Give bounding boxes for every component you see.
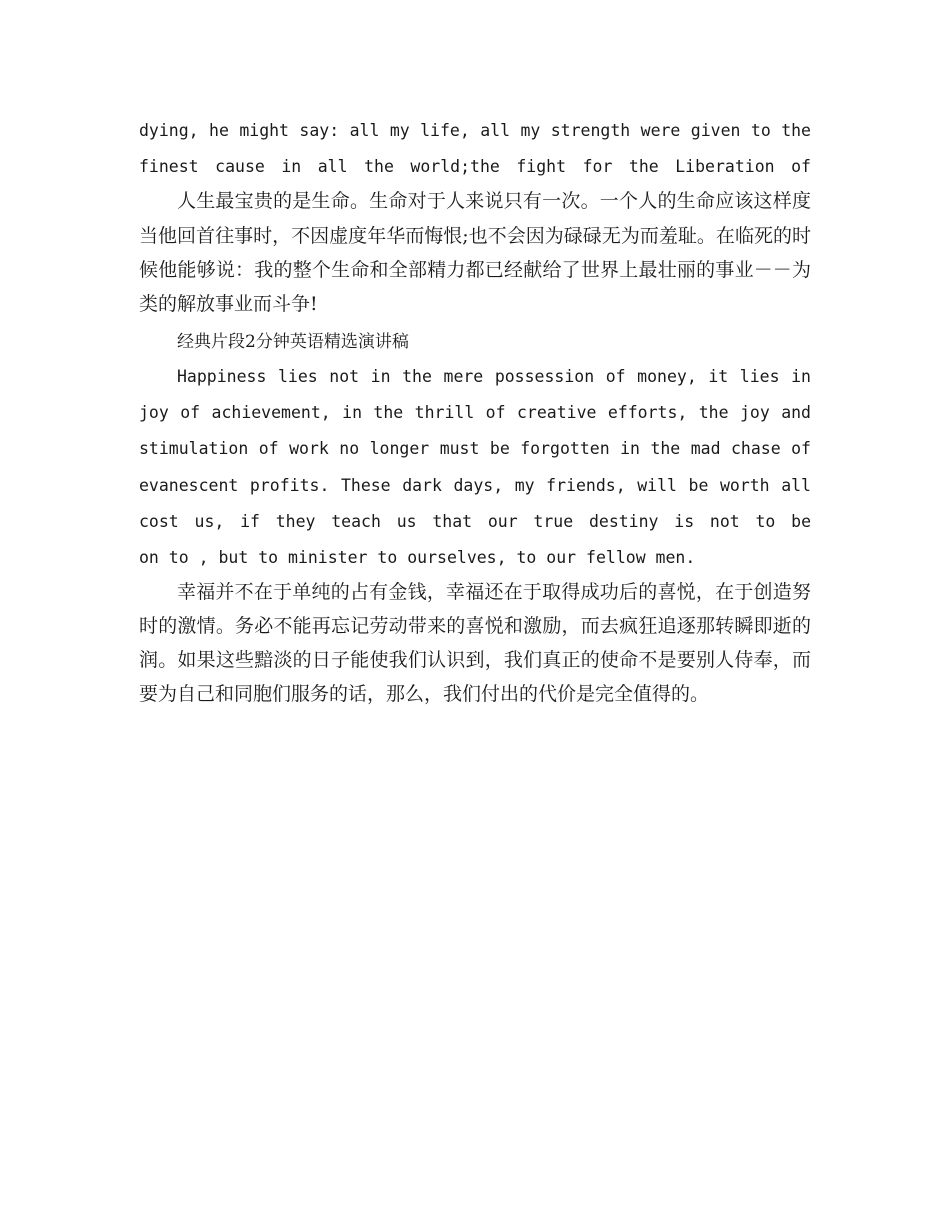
paragraph-line: cost us, if they teach us that our true destiny is not to be (139, 512, 811, 531)
paragraph-line: dying, he might say: all my life, all my strength were given to the (139, 121, 811, 140)
paragraph-line: 当他回首往事时，不因虚度年华而悔恨;也不会因为碌碌无为而羞耻。在临死的时 (139, 225, 811, 247)
paragraph-line: 类的解放事业而斗争! (139, 293, 318, 315)
paragraph-line: 要为自己和同胞们服务的话，那么，我们付出的代价是完全值得的。 (139, 683, 710, 705)
paragraph-line: 时的激情。务必不能再忘记劳动带来的喜悦和激励，而去疯狂追逐那转瞬即逝的 (139, 615, 811, 637)
paragraph-line: joy of achievement, in the thrill of creative efforts, the joy and (139, 403, 811, 422)
paragraph-line: 幸福并不在于单纯的占有金钱，幸福还在于取得成功后的喜悦，在于创造努 (177, 581, 811, 603)
paragraph-line: 润。如果这些黯淡的日子能使我们认识到，我们真正的使命不是要别人侍奉，而 (139, 649, 811, 671)
paragraph-line: 候他能够说：我的整个生命和全部精力都已经献给了世界上最壮丽的事业－－为 (139, 259, 811, 281)
paragraph-line: on to , but to minister to ourselves, to our fellow men. (139, 548, 696, 567)
paragraph-line: evanescent profits. These dark days, my friends, will be worth all (139, 476, 811, 495)
paragraph-line: stimulation of work no longer must be forgotten in the mad chase of (139, 439, 811, 458)
paragraph-line: Happiness lies not in the mere possession of money, it lies in (177, 367, 811, 386)
paragraph-line: 人生最宝贵的是生命。生命对于人来说只有一次。一个人的生命应该这样度 (177, 190, 811, 212)
section-heading: 经典片段2分钟英语精选演讲稿 (177, 332, 409, 352)
paragraph-line: finest cause in all the world;the fight for the Liberation of (139, 157, 811, 176)
